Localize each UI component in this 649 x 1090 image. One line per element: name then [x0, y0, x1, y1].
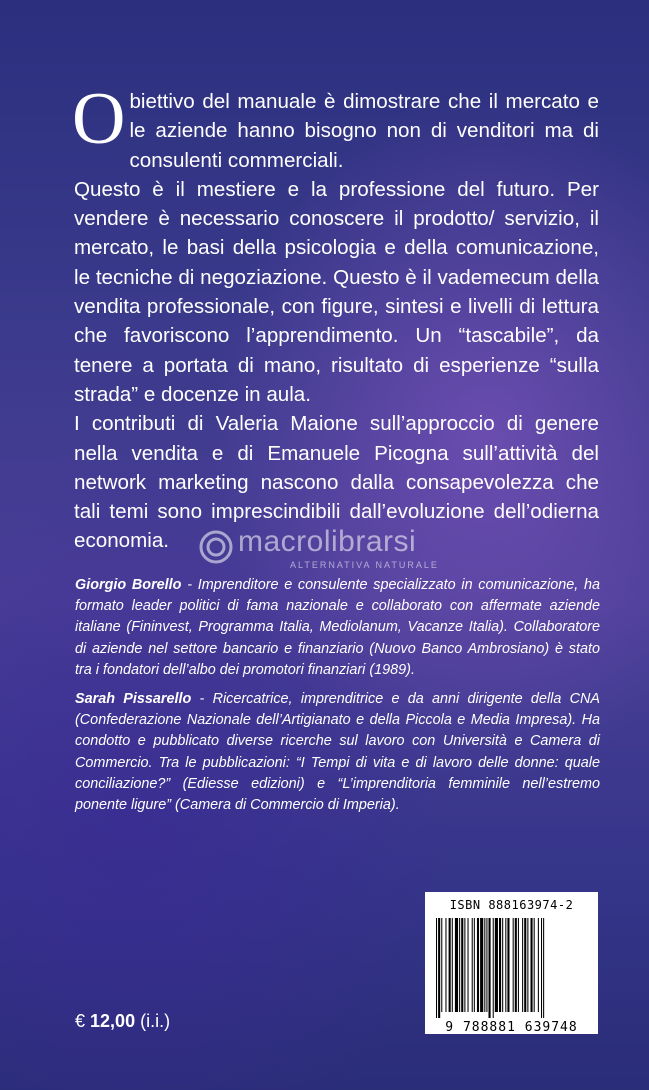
barcode-bar — [461, 918, 463, 1012]
barcode-bar — [452, 918, 453, 1012]
isbn-label: ISBN 888163974-2 — [449, 898, 574, 912]
price-currency: € — [75, 1011, 86, 1031]
barcode-bar — [472, 918, 473, 1012]
barcode-bar — [455, 918, 458, 1012]
barcode-bar — [524, 918, 526, 1012]
bio-text: - Ricercatrice, imprenditrice e da anni dirigente della CNA (Confederazione Nazionale dell’Artigianato e della Piccola e Media Impresa). Ha condotto e pubblicato diverse ricerche sul lavoro con Università e Camera di Commercio. Tra le pubblicazioni: “I Tempi di vita e di lavoro delle donne: quale conciliazione?” (Ediesse edizioni) e “L’imprenditoria femminile nell’estremo ponente ligure” (Camera di Commercio di Imperia). — [75, 691, 600, 814]
blurb-paragraph-1-text: biettivo del manuale è dimostrare che il mercato e le aziende hanno bisogno non di venditori ma di consulenti commerciali. — [129, 90, 599, 172]
barcode-image — [435, 918, 588, 1018]
barcode-bar — [541, 918, 542, 1018]
barcode-bar — [474, 918, 475, 1012]
barcode-bar — [515, 918, 517, 1012]
barcode-bar — [534, 918, 535, 1012]
bio-name: Giorgio Borello — [75, 577, 182, 593]
barcode-bar — [486, 918, 487, 1012]
barcode-bar — [438, 918, 440, 1018]
macrolibrarsi-logo-icon — [198, 529, 234, 565]
blurb — [72, 78, 599, 556]
bio-text: - Imprenditore e consulente specializzato in comunicazione, ha formato leader politici di fama nazionale e collaborato con affermate aziende italiane (Fininvest, Programma Italia, Mediolanum, Vacanze Italia). Collaboratore di aziende nel settore bancario e finanziario (Nuovo Banco Ambrosiano) è stato tra i fondatori dell’albo dei promotori finanziari (1989). — [75, 577, 601, 678]
barcode-bar — [441, 918, 442, 1012]
barcode-bar — [507, 918, 509, 1012]
bio-giorgio-borello — [75, 575, 600, 681]
blurb-paragraph-3: I contributi di Valeria Maione sull’approccio di genere nella vendita e di Emanuele Picogna sull’attività del network marketing nascono dalla consapevolezza che tali temi sono imprescindibili dall’evoluzione dell’odierna economia. — [74, 412, 599, 553]
blurb-paragraph-1 — [72, 78, 599, 175]
price-amount: 12,00 — [90, 1011, 136, 1031]
barcode-bar — [445, 918, 446, 1012]
barcode-bar — [449, 918, 451, 1012]
barcode-panel — [425, 892, 598, 1034]
ean-digits: 9 788881 639748 — [445, 1020, 578, 1035]
macrolibrarsi-watermark — [198, 523, 478, 573]
barcode-bar — [480, 918, 483, 1012]
barcode-bar — [505, 918, 506, 1012]
bio-name: Sarah Pissarello — [75, 691, 192, 708]
barcode-bar — [468, 918, 469, 1012]
barcode-bar — [518, 918, 519, 1012]
barcode-bar — [513, 918, 514, 1012]
author-bios — [75, 575, 600, 824]
barcode-bar — [522, 918, 523, 1012]
barcode-bar — [538, 918, 539, 1012]
barcode-bar — [499, 918, 501, 1012]
barcode-bar — [502, 918, 503, 1012]
price-tag — [75, 1011, 170, 1032]
bio-sarah-pissarello — [75, 689, 600, 816]
barcode-bar — [543, 918, 544, 1018]
drop-cap: O — [72, 78, 126, 160]
barcode-bar — [527, 918, 528, 1012]
barcode-bar — [489, 918, 491, 1018]
barcode-bar — [436, 918, 437, 1018]
barcode-bar — [484, 918, 485, 1012]
barcode-bar — [495, 918, 498, 1012]
watermark-name: macrolibrarsi — [238, 525, 417, 558]
price-note: (i.i.) — [140, 1011, 171, 1031]
barcode-bar — [477, 918, 479, 1012]
watermark-subtitle: ALTERNATIVA NATURALE — [290, 560, 439, 570]
barcode-bar — [531, 918, 533, 1012]
blurb-paragraph-2: Questo è il mestiere e la professione del futuro. Per vendere è necessario conoscere il prodotto/ servizio, il mercato, le basi della psicologia e della comunicazione, le tecniche di negoziazione. Questo è il vademecum della vendita professionale, con figure, sintesi e livelli di lettura che favoriscono l’apprendimento. Un “tascabile”, da tenere a portata di mano, risultato di esperienze “sulla strada” e docenze in aula. — [74, 177, 599, 406]
barcode-bar — [464, 918, 465, 1012]
barcode-bar — [493, 918, 494, 1018]
barcode-bar — [459, 918, 460, 1012]
